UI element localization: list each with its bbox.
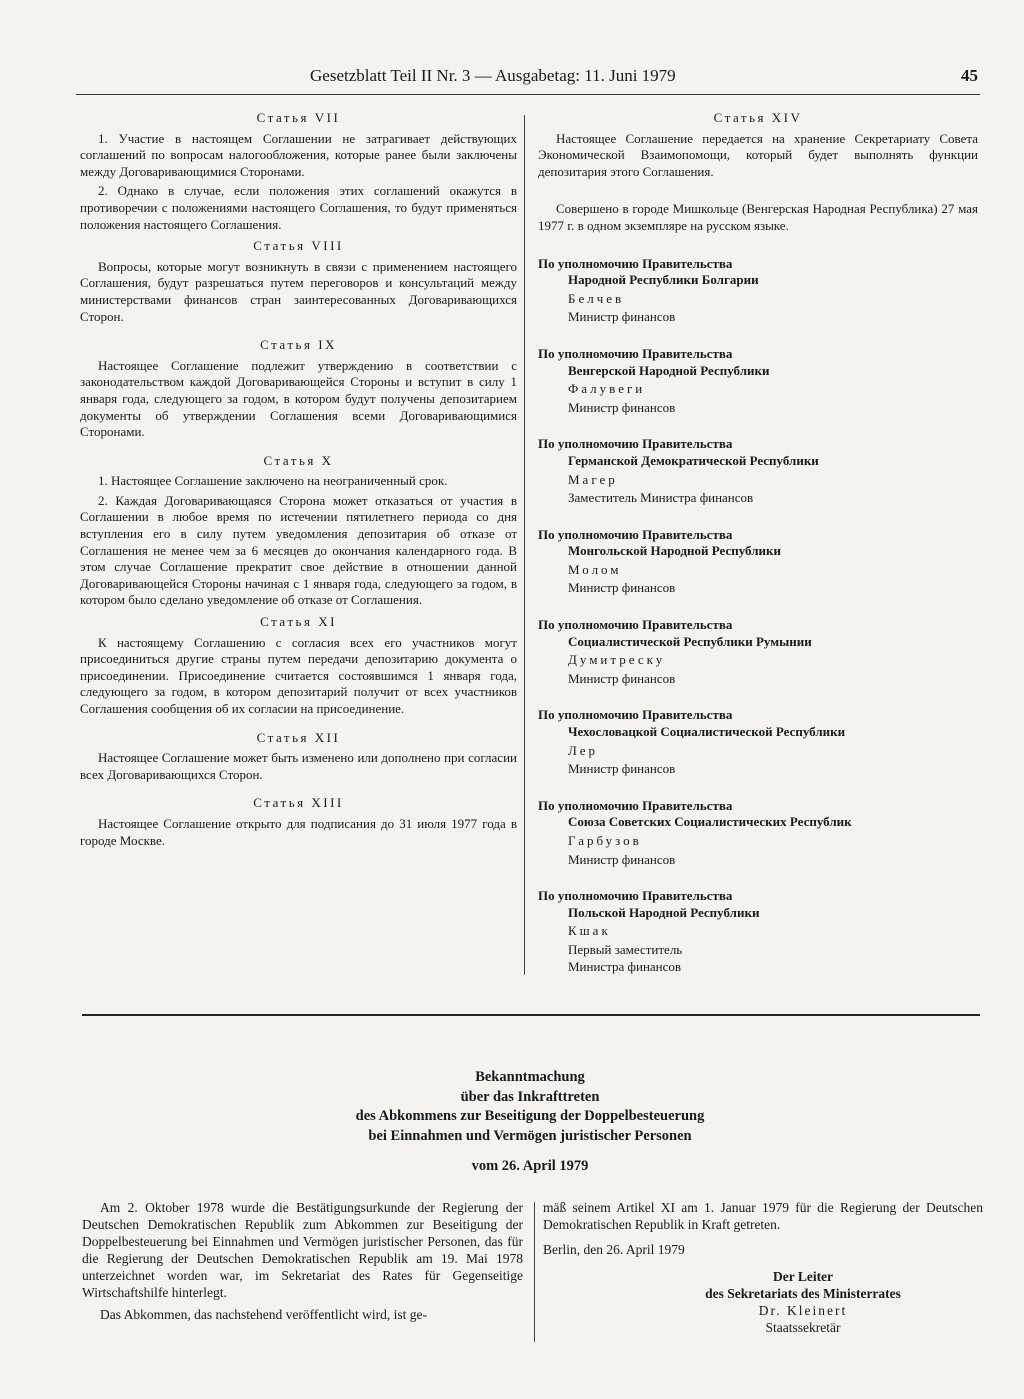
notice-paragraph-2: Das Abkommen, das nachstehend veröffentlicht wird, ist ge- bbox=[100, 1307, 428, 1322]
signature-line2: Польской Народной Республики bbox=[568, 904, 760, 920]
signer-title: Staatssekretär bbox=[765, 1320, 841, 1335]
signature-block-ussr bbox=[538, 798, 978, 868]
signature-title: Министр финансов bbox=[568, 399, 676, 415]
signature-line2: Чехословацкой Социалистической Республики bbox=[568, 724, 846, 740]
signature-line1: По уполномочию Правительства bbox=[538, 255, 733, 271]
signature-title: Министр финансов bbox=[568, 761, 676, 777]
signature-block-mongolia bbox=[538, 527, 978, 597]
signature-line1: По уполномочию Правительства bbox=[538, 797, 733, 813]
signature-name: Лер bbox=[568, 742, 598, 758]
signature-title: Заместитель Министра финансов bbox=[568, 490, 754, 506]
article-10-paragraph-1: 1. Настоящее Соглашение заключено на неограниченный срок. bbox=[98, 473, 448, 489]
article-12-heading: Статья XII bbox=[256, 729, 341, 745]
signature-name: Магер bbox=[568, 471, 618, 487]
notice-paragraph-3: mäß seinem Artikel XI am 1. Januar 1979 für die Regierung der Deutschen Demokratischen Republik in Kraft getreten. bbox=[543, 1200, 983, 1232]
signature-title: Министр финансов bbox=[568, 580, 676, 596]
header-rule bbox=[76, 94, 980, 95]
page-header bbox=[80, 64, 980, 92]
notice-title bbox=[200, 1068, 860, 1146]
notice-title-line-4: bei Einnahmen und Vermögen juristischer Personen bbox=[368, 1127, 692, 1144]
signature-name: Кшак bbox=[568, 923, 611, 939]
article-13-paragraph-1: Настоящее Соглашение открыто для подписания до 31 июля 1977 года в городе Москве. bbox=[80, 815, 517, 848]
notice-title-line-1: Bekanntmachung bbox=[475, 1069, 585, 1085]
article-7-paragraph-2: 2. Однако в случае, если положения этих соглашений окажутся в противоречии с положениями настоящего Соглашения, то будут применяться положения настоящего Соглашения. bbox=[80, 183, 517, 232]
article-7-paragraph-1: 1. Участие в настоящем Соглашении не затрагивает действующих соглашений по вопросам налогообложения, которые ранее были заключены между Договаривающимися Сторонами. bbox=[80, 130, 517, 179]
signature-title: Министр финансов bbox=[568, 851, 676, 867]
article-8-heading: Статья VIII bbox=[253, 238, 344, 254]
notice-title-line-2: über das Inkrafttreten bbox=[460, 1088, 600, 1105]
signature-block-romania bbox=[538, 617, 978, 687]
article-11-heading: Статья XI bbox=[260, 614, 337, 630]
signature-title: Первый заместитель bbox=[568, 941, 683, 957]
article-9-heading: Статья IX bbox=[260, 337, 337, 353]
signature-block-czechoslovakia bbox=[538, 707, 978, 777]
article-10-paragraph-2: 2. Каждая Договаривающаяся Сторона может отказаться от участия в Соглашении в любое время по истечении пятилетнего периода со дня вступления его в силу путем уведомления депозитария об отказе от Соглашения не менее чем за 6 месяцев до окончания календарного года. В этом случае Соглашение прекратит свое действие в отношении данной Договаривающейся Стороны начиная с 1 января года, следующего за годом, в котором было сделано уведомление об отказе от Соглашения. bbox=[80, 492, 517, 608]
column-divider bbox=[524, 115, 525, 975]
signature-line2: Монгольской Народной Республики bbox=[568, 543, 781, 559]
article-14-heading: Статья XIV bbox=[713, 110, 803, 125]
signature-block-bulgaria bbox=[538, 256, 978, 326]
signature-line1: По уполномочию Правительства bbox=[538, 345, 733, 361]
article-12-paragraph-1: Настоящее Соглашение может быть изменено или дополнено при согласии всех Договаривающихся Сторон. bbox=[80, 750, 517, 782]
signature-title: Министр финансов bbox=[568, 309, 676, 325]
signature-line2: Народной Республики Болгарии bbox=[568, 272, 759, 288]
signature-block-hungary bbox=[538, 346, 978, 416]
signer-role-2: des Sekretariats des Ministerrates bbox=[705, 1286, 901, 1301]
header-title: Gesetzblatt Teil II Nr. 3 — Ausgabetag: 11. Juni 1979 bbox=[310, 66, 676, 85]
signature-block-gdr bbox=[538, 436, 978, 506]
signature-line1: По уполномочию Правительства bbox=[538, 617, 733, 633]
notice-left-column bbox=[82, 1199, 523, 1328]
signature-name: Думитреску bbox=[568, 652, 666, 668]
signature-title-2: Министра финансов bbox=[568, 958, 682, 974]
signature-line1: По уполномочию Правительства bbox=[538, 526, 733, 542]
done-at-paragraph: Совершено в городе Мишкольце (Венгерская Народная Республика) 27 мая 1977 г. в одном экземпляре на русском языке. bbox=[538, 201, 978, 233]
notice-signer bbox=[623, 1268, 983, 1336]
signature-line2: Социалистической Республики Румынии bbox=[568, 633, 812, 649]
notice-place-date: Berlin, den 26. April 1979 bbox=[543, 1242, 685, 1257]
signature-line1: По уполномочию Правительства bbox=[538, 888, 733, 904]
signature-name: Фалувеги bbox=[568, 381, 646, 397]
signature-name: Гарбузов bbox=[568, 833, 642, 848]
notice-right-column bbox=[543, 1199, 983, 1336]
signature-block-poland bbox=[538, 888, 978, 975]
signature-line1: По уполномочию Правительства bbox=[538, 707, 733, 723]
signer-role-1: Der Leiter bbox=[772, 1269, 834, 1284]
section-rule bbox=[82, 1014, 980, 1016]
page-number: 45 bbox=[961, 66, 978, 85]
signature-line2: Венгерской Народной Республики bbox=[568, 362, 770, 378]
signature-line2: Германской Демократической Республики bbox=[568, 452, 819, 468]
article-14-paragraph-1: Настоящее Соглашение передается на хранение Секретариату Совета Экономической Взаимопомощи, который будет выполнять функции депозитария этого Соглашения. bbox=[538, 130, 978, 179]
notice-paragraph-1: Am 2. Oktober 1978 wurde die Bestätigungsurkunde der Regierung der Deutschen Demokratischen Republik zum Abkommen zur Beseitigung der Doppelbesteuerung bei Einnahmen und Vermögen juristischer Personen, das für die Regierung der Deutschen Demokratischen Republik am 19. Mai 1978 unterzeichnet worden war, im Sekretariat des Rates für Gegenseitige Wirtschaftshilfe hinterlegt. bbox=[82, 1200, 523, 1300]
signature-title: Министр финансов bbox=[568, 670, 676, 686]
article-11-paragraph-1: К настоящему Соглашению с согласия всех его участников могут присоединиться другие страны путем передачи депозитарию документа о присоединении. Присоединение считается состоявшимся 1 января года, следующего за годом, в котором депозитарий получит от всех участников Соглашения сообщения об их согласии на присоединение. bbox=[80, 634, 517, 716]
signature-line1: По уполномочию Правительства bbox=[538, 436, 733, 452]
article-10-heading: Статья X bbox=[263, 452, 334, 468]
article-9-paragraph-1: Настоящее Соглашение подлежит утверждению в соответствии с законодательством каждой Договаривающейся Стороны и вступит в силу 1 января года, следующего за годом, в котором будут получены депозитарием документы об утверждении Соглашения всеми Договаривающимися Сторонами. bbox=[80, 357, 517, 440]
signature-name: Молом bbox=[568, 561, 622, 577]
article-13-heading: Статья XIII bbox=[253, 795, 344, 811]
signature-name: Белчев bbox=[568, 290, 625, 306]
signature-line2: Союза Советских Социалистических Республик bbox=[568, 814, 852, 830]
notice-title-line-3: des Abkommens zur Beseitigung der Doppelbesteuerung bbox=[355, 1108, 705, 1124]
notice-column-divider bbox=[534, 1202, 535, 1342]
signer-name: Dr. Kleinert bbox=[758, 1303, 848, 1318]
left-column bbox=[80, 110, 517, 852]
notice-date: vom 26. April 1979 bbox=[471, 1158, 589, 1174]
article-7-heading: Статья VII bbox=[256, 110, 341, 125]
article-8-paragraph-1: Вопросы, которые могут возникнуть в связи с применением настоящего Соглашения, будут разрешаться путем переговоров и консультаций между министерствами финансов стран заинтересованных Договаривающихся Сторон. bbox=[80, 258, 517, 324]
right-column bbox=[538, 110, 978, 995]
